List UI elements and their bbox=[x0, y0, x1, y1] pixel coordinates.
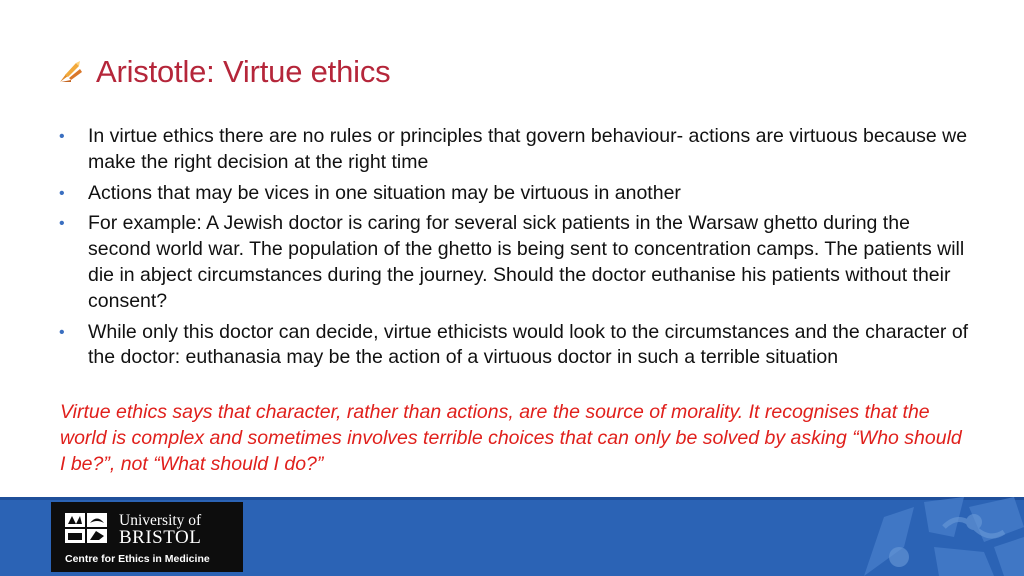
slide-title-row bbox=[58, 52, 390, 92]
bullet-item bbox=[58, 211, 978, 314]
hand-writing-icon bbox=[58, 60, 84, 84]
bullet-text: While only this doctor can decide, virtue ethicists would look to the circumstances and the character of the doctor: euthanasia may be the action of a virtuous doctor in such a terrible situation bbox=[88, 320, 969, 369]
slide-title: Aristotle: Virtue ethics bbox=[96, 54, 391, 89]
bullet-item bbox=[58, 124, 978, 176]
bullet-list bbox=[58, 124, 978, 376]
logo-line-bristol: BRISTOL bbox=[119, 527, 202, 548]
logo-line-university: University of bbox=[119, 512, 202, 529]
bullet-dot: • bbox=[59, 128, 65, 145]
bullet-item bbox=[58, 181, 978, 207]
bullet-text: In virtue ethics there are no rules or principles that govern behaviour- actions are virtuous because we make the right decision at the right time bbox=[88, 125, 968, 173]
bullet-dot: • bbox=[59, 184, 65, 202]
conclusion-text: Virtue ethics says that character, rather than actions, are the source of morality. It recognises that the world is complex and sometimes involves terrible choices that can only be solved by asking “Who should I be?”, not “What should I do?” bbox=[60, 401, 962, 475]
university-crest-icon bbox=[63, 511, 109, 545]
logo-line-centre: Centre for Ethics in Medicine bbox=[65, 553, 210, 565]
bullet-dot: • bbox=[59, 323, 65, 341]
university-logo bbox=[51, 502, 243, 572]
bullet-text: Actions that may be vices in one situation may be virtuous in another bbox=[88, 181, 681, 204]
crest-watermark-icon bbox=[844, 497, 1024, 576]
bullet-item bbox=[58, 320, 978, 372]
bullet-text: For example: A Jewish doctor is caring for several sick patients in the Warsaw ghetto during the second world war. The population of the ghetto is being sent to concentration camps. The patients will die in abject circumstances during the journey. Should the doctor euthanise his patients without their consent? bbox=[88, 212, 965, 312]
bullet-dot: • bbox=[59, 215, 65, 233]
